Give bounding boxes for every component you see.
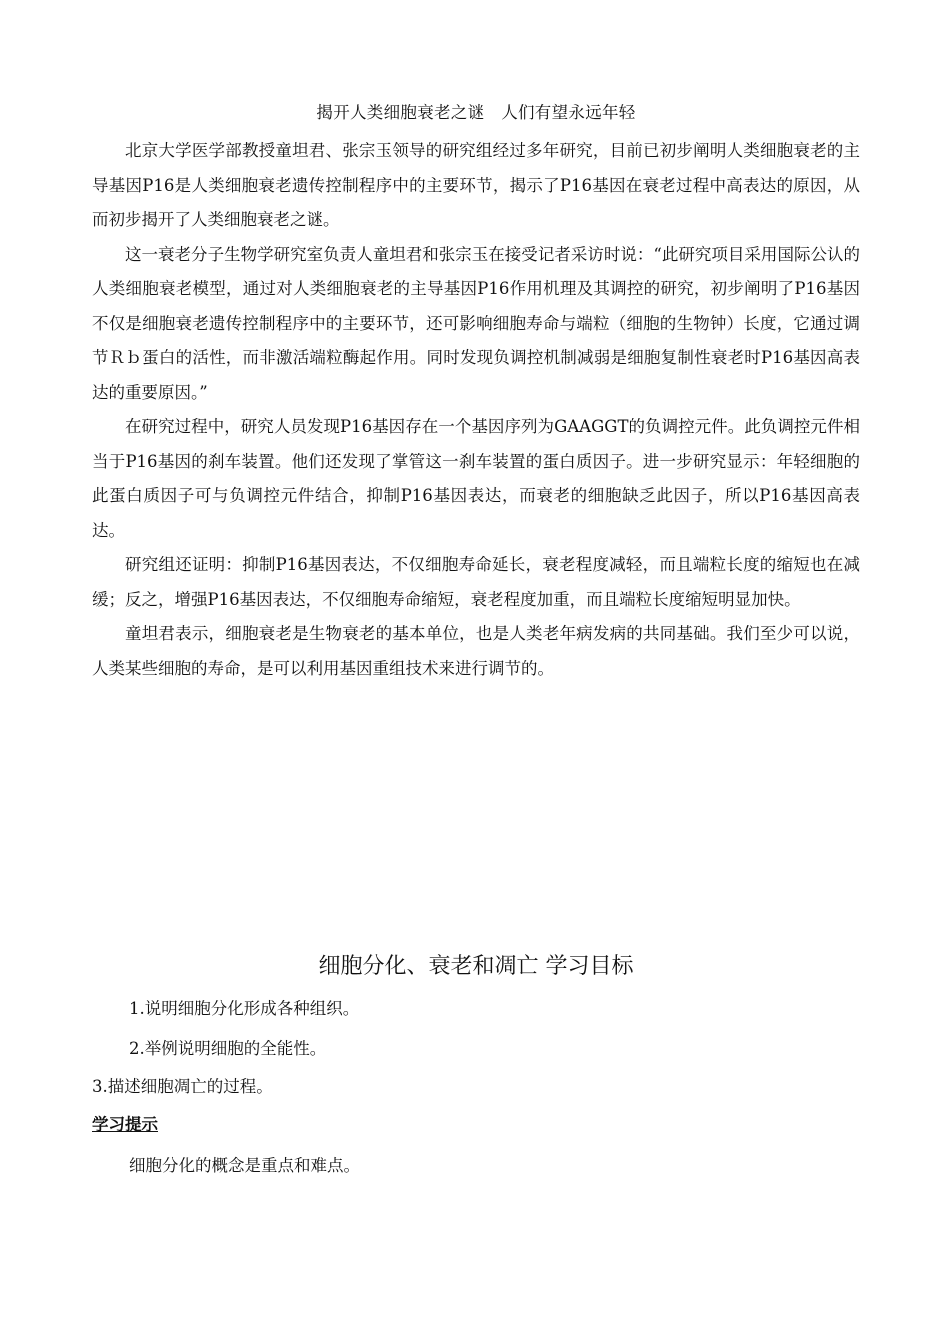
article-paragraph: 研究组还证明：抑制P16基因表达，不仅细胞寿命延长，衰老程度减轻，而且端粒长度的缩短也在减缓；反之，增强P16基因表达，不仅细胞寿命缩短，衰老程度加重，而且端粒长度缩短明显加快。 xyxy=(92,555,860,609)
learning-goal-item: 3.描述细胞凋亡的过程。 xyxy=(92,1077,273,1096)
article-paragraph: 这一衰老分子生物学研究室负责人童坦君和张宗玉在接受记者采访时说：“此研究项目采用国际公认的人类细胞衰老模型，通过对人类细胞衰老的主导基因P16作用机理及其调控的研究，初步阐明了P16基因不仅是细胞衰老遗传控制程序中的主要环节，还可影响细胞寿命与端粒（细胞的生物钟）长度，它通过调节Ｒｂ蛋白的活性，而非激活端粒酶起作用。同时发现负调控机制减弱是细胞复制性衰老时P16基因高表达的重要原因。” xyxy=(92,244,860,402)
section-heading: 细胞分化、衰老和凋亡 学习目标 xyxy=(318,954,634,979)
article-body xyxy=(92,134,860,686)
article-paragraph: 在研究过程中，研究人员发现P16基因存在一个基因序列为GAAGGT的负调控元件。此负调控元件相当于P16基因的刹车装置。他们还发现了掌管这一刹车装置的蛋白质因子。进一步研究显示：年轻细胞的此蛋白质因子可与负调控元件结合，抑制P16基因表达，而衰老的细胞缺乏此因子，所以P16基因高表达。 xyxy=(92,417,860,540)
study-tips-heading: 学习提示 xyxy=(92,1115,158,1134)
study-tips-text: 细胞分化的概念是重点和难点。 xyxy=(129,1156,360,1175)
article-paragraph: 北京大学医学部教授童坦君、张宗玉领导的研究组经过多年研究，目前已初步阐明人类细胞衰老的主导基因P16是人类细胞衰老遗传控制程序中的主要环节，揭示了P16基因在衰老过程中高表达的原因，从而初步揭开了人类细胞衰老之谜。 xyxy=(92,141,860,229)
learning-goal-item: 1.说明细胞分化形成各种组织。 xyxy=(129,999,360,1018)
article-paragraph: 童坦君表示，细胞衰老是生物衰老的基本单位，也是人类老年病发病的共同基础。我们至少可以说，人类某些细胞的寿命，是可以利用基因重组技术来进行调节的。 xyxy=(92,624,860,678)
article-title: 揭开人类细胞衰老之谜 人们有望永远年轻 xyxy=(316,103,636,122)
learning-goal-item: 2.举例说明细胞的全能性。 xyxy=(129,1039,327,1058)
